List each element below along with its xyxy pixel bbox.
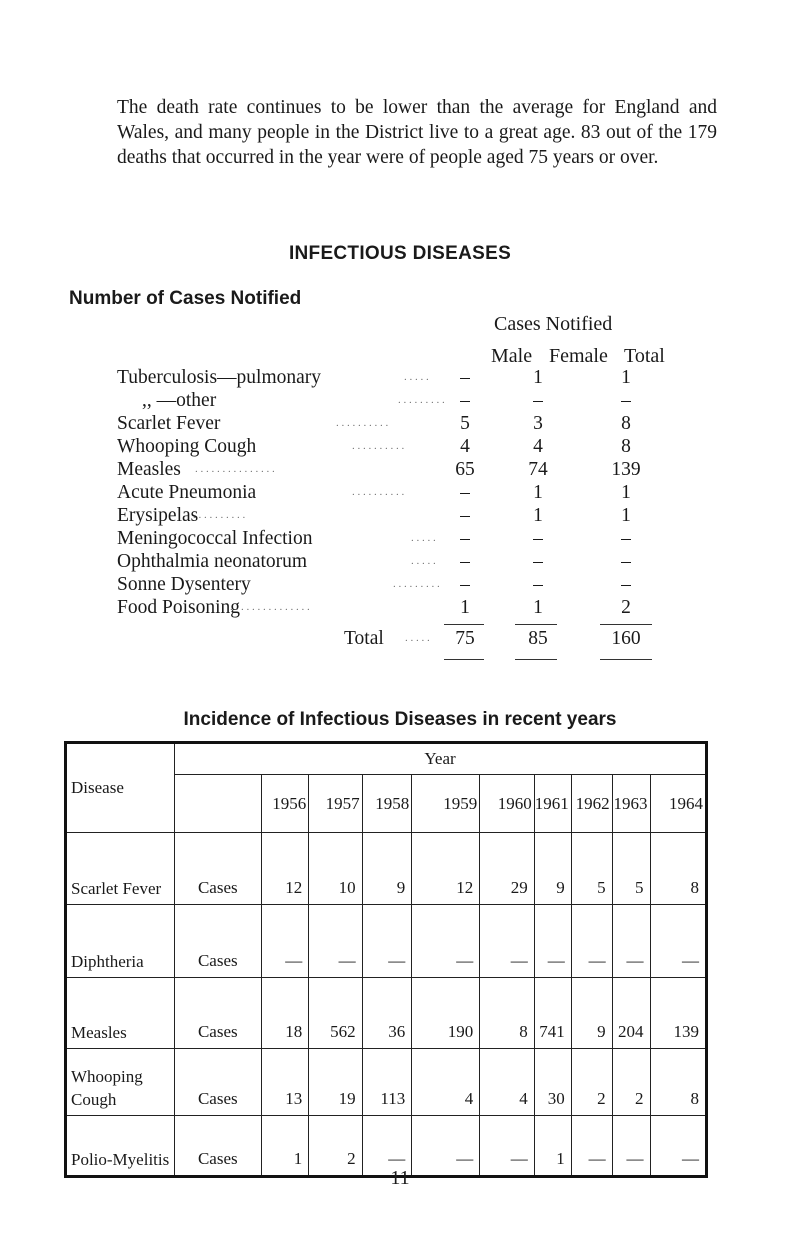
incidence-value: — <box>650 1116 706 1177</box>
incidence-disease: Whooping Cough <box>66 1049 175 1116</box>
year-cell: 1956 <box>261 775 309 833</box>
incidence-value: 1 <box>534 1116 571 1177</box>
notified-row <box>0 551 800 574</box>
incidence-type: Cases <box>175 905 262 978</box>
incidence-value: 12 <box>261 833 309 905</box>
incidence-value: 2 <box>309 1116 362 1177</box>
disease-name: Ophthalmia neonatorum <box>117 551 308 572</box>
disease-name: Sonne Dysentery <box>117 574 251 595</box>
incidence-value: — <box>480 905 534 978</box>
incidence-row <box>66 905 707 978</box>
count-female: – <box>533 574 543 595</box>
incidence-value: 204 <box>612 978 650 1049</box>
incidence-value: — <box>612 1116 650 1177</box>
incidence-value: 9 <box>571 978 612 1049</box>
notified-row <box>0 390 800 413</box>
incidence-value: 5 <box>571 833 612 905</box>
disease-name: Erysipelas <box>117 505 199 526</box>
incidence-row <box>66 1049 707 1116</box>
incidence-type: Cases <box>175 1049 262 1116</box>
rule-female-bottom <box>515 659 557 660</box>
incidence-value: — <box>571 905 612 978</box>
incidence-type: Cases <box>175 978 262 1049</box>
blank-header-cell <box>175 775 262 833</box>
count-male: 1 <box>460 597 470 618</box>
year-cell: 1961 <box>534 775 571 833</box>
incidence-value: 8 <box>650 833 706 905</box>
year-cell: 1957 <box>309 775 362 833</box>
notified-total-row <box>0 628 800 651</box>
total-male: 75 <box>455 628 475 649</box>
total-label: Total <box>344 628 384 649</box>
count-female: 74 <box>528 459 548 480</box>
count-female: 1 <box>533 597 543 618</box>
notified-row <box>0 528 800 551</box>
incidence-value: — <box>362 905 412 978</box>
incidence-heading: Incidence of Infectious Diseases in recent years <box>183 709 617 730</box>
disease-name: ,, —other <box>142 390 217 411</box>
count-female: 1 <box>533 482 543 503</box>
incidence-value: — <box>480 1116 534 1177</box>
incidence-value: — <box>571 1116 612 1177</box>
notified-row <box>0 482 800 505</box>
disease-name: Food Poisoning <box>117 597 240 618</box>
count-female: – <box>533 528 543 549</box>
count-male: – <box>460 482 470 503</box>
incidence-value: — <box>309 905 362 978</box>
count-male: 4 <box>460 436 470 457</box>
incidence-value: 190 <box>412 978 480 1049</box>
year-cell: 1964 <box>650 775 706 833</box>
incidence-value: 5 <box>612 833 650 905</box>
incidence-value: — <box>261 905 309 978</box>
leader-dots: . . . . . . . . . . . . . . . <box>230 601 310 613</box>
year-cell: 1958 <box>362 775 412 833</box>
section-title: INFECTIOUS DISEASES <box>288 243 512 264</box>
incidence-value: — <box>412 905 480 978</box>
total-female: 85 <box>528 628 548 649</box>
count-male: – <box>460 574 470 595</box>
incidence-value: 30 <box>534 1049 571 1116</box>
year-cell: 1959 <box>412 775 480 833</box>
count-male: – <box>460 551 470 572</box>
incidence-value: 562 <box>309 978 362 1049</box>
incidence-value: 12 <box>412 833 480 905</box>
year-cell: 1960 <box>480 775 534 833</box>
incidence-type: Cases <box>175 1116 262 1177</box>
incidence-disease: Scarlet Fever <box>66 833 175 905</box>
incidence-disease: Measles <box>66 978 175 1049</box>
incidence-disease: Diphtheria <box>66 905 175 978</box>
count-female: – <box>533 390 543 411</box>
count-male: – <box>460 367 470 388</box>
col-total: Total <box>624 345 665 367</box>
leader-dots: . . . . . . . . . <box>393 578 440 590</box>
count-total: 1 <box>621 482 631 503</box>
leader-dots: . . . . . . . . . <box>398 394 445 406</box>
count-total: – <box>621 390 631 411</box>
incidence-value: 4 <box>480 1049 534 1116</box>
count-male: – <box>460 528 470 549</box>
incidence-value: 8 <box>480 978 534 1049</box>
leader-dots: . . . . . <box>405 632 430 644</box>
incidence-value: — <box>534 905 571 978</box>
incidence-row <box>66 833 707 905</box>
count-female: 3 <box>533 413 543 434</box>
count-total: – <box>621 528 631 549</box>
leader-dots: . . . . . . . . . . <box>336 417 389 429</box>
disease-name: Whooping Cough <box>117 436 257 457</box>
rule-female <box>515 624 557 625</box>
count-male: – <box>460 390 470 411</box>
incidence-value: 19 <box>309 1049 362 1116</box>
disease-name: Tuberculosis—pulmonary <box>117 367 322 388</box>
incidence-value: 113 <box>362 1049 412 1116</box>
cases-notified-header: Cases Notified <box>494 313 613 335</box>
total-total: 160 <box>611 628 641 649</box>
count-total: 139 <box>611 459 641 480</box>
incidence-value: 741 <box>534 978 571 1049</box>
notified-row <box>0 436 800 459</box>
incidence-value: — <box>412 1116 480 1177</box>
count-total: 1 <box>621 367 631 388</box>
incidence-value: 18 <box>261 978 309 1049</box>
disease-name: Measles <box>117 459 181 480</box>
col-female: Female <box>549 345 608 367</box>
incidence-value: 8 <box>650 1049 706 1116</box>
incidence-value: 139 <box>650 978 706 1049</box>
leader-dots: . . . . . . . . . . <box>193 509 246 521</box>
count-male: 65 <box>455 459 475 480</box>
count-total: – <box>621 574 631 595</box>
year-cell: 1963 <box>612 775 650 833</box>
notified-row <box>0 367 800 390</box>
incidence-table <box>64 741 708 1178</box>
intro-paragraph: The death rate continues to be lower than the average for England and Wales, and many people in the District live to a great age. 83 out of the 179 deaths that occurred in the year were of people aged 75 years or over. <box>117 97 717 168</box>
incidence-value: 9 <box>362 833 412 905</box>
notified-row <box>0 505 800 528</box>
notified-row <box>0 413 800 436</box>
disease-name: Acute Pneumonia <box>117 482 257 503</box>
incidence-value: 29 <box>480 833 534 905</box>
incidence-value: 10 <box>309 833 362 905</box>
disease-name: Scarlet Fever <box>117 413 221 434</box>
col-male: Male <box>491 345 533 367</box>
incidence-value: — <box>612 905 650 978</box>
count-male: – <box>460 505 470 526</box>
incidence-value: 9 <box>534 833 571 905</box>
count-male: 5 <box>460 413 470 434</box>
leader-dots: . . . . . <box>411 555 436 567</box>
count-female: – <box>533 551 543 572</box>
count-female: 1 <box>533 367 543 388</box>
incidence-value: 2 <box>571 1049 612 1116</box>
page-number: 11 <box>390 1167 410 1189</box>
count-total: 8 <box>621 413 631 434</box>
count-total: 1 <box>621 505 631 526</box>
disease-header: Disease <box>66 743 175 833</box>
count-total: 8 <box>621 436 631 457</box>
count-total: 2 <box>621 597 631 618</box>
leader-dots: . . . . . . . . . . . . . . . <box>195 463 275 475</box>
notified-row <box>0 459 800 482</box>
year-header: Year <box>175 743 707 775</box>
year-cell: 1962 <box>571 775 612 833</box>
rule-male-bottom <box>444 659 484 660</box>
rule-total <box>600 624 652 625</box>
rule-male <box>444 624 484 625</box>
incidence-value: — <box>650 905 706 978</box>
leader-dots: . . . . . <box>404 371 429 383</box>
incidence-value: 4 <box>412 1049 480 1116</box>
count-total: – <box>621 551 631 572</box>
count-female: 1 <box>533 505 543 526</box>
incidence-value: 1 <box>261 1116 309 1177</box>
disease-name: Meningococcal Infection <box>117 528 313 549</box>
incidence-value: 2 <box>612 1049 650 1116</box>
leader-dots: . . . . . . . . . . <box>352 440 405 452</box>
incidence-value: — <box>362 1116 412 1177</box>
notified-row <box>0 597 800 620</box>
leader-dots: . . . . . . . . . . <box>352 486 405 498</box>
incidence-value: 36 <box>362 978 412 1049</box>
rule-total-bottom <box>600 659 652 660</box>
notified-row <box>0 574 800 597</box>
incidence-type: Cases <box>175 833 262 905</box>
count-female: 4 <box>533 436 543 457</box>
notified-heading: Number of Cases Notified <box>69 288 302 309</box>
incidence-value: 13 <box>261 1049 309 1116</box>
incidence-row <box>66 978 707 1049</box>
incidence-disease: Polio-Myelitis <box>66 1116 175 1177</box>
leader-dots: . . . . . <box>411 532 436 544</box>
